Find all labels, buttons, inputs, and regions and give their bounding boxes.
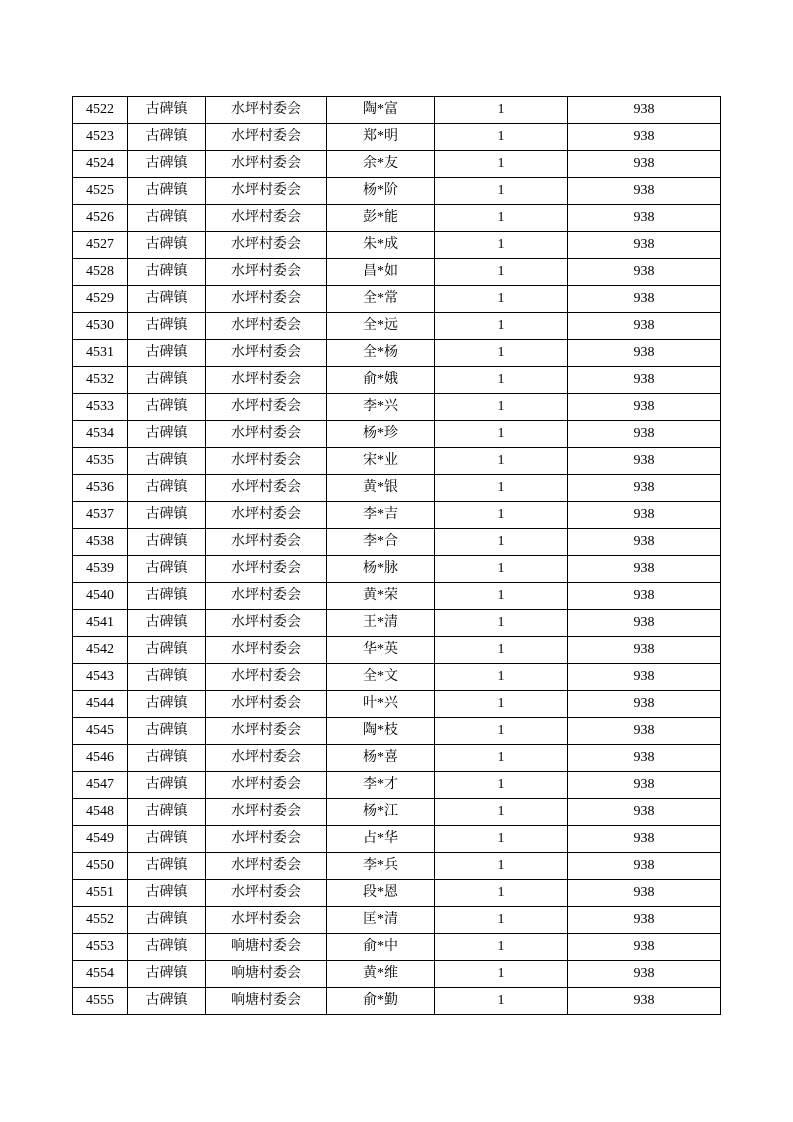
serial-number-cell: 4533 (73, 394, 128, 421)
table-row (73, 448, 721, 475)
serial-number-cell: 4540 (73, 583, 128, 610)
amount-cell: 938 (568, 718, 721, 745)
town-cell: 古碑镇 (128, 151, 206, 178)
serial-number-cell: 4547 (73, 772, 128, 799)
table-row (73, 475, 721, 502)
town-cell: 古碑镇 (128, 124, 206, 151)
name-cell: 朱*成 (327, 232, 435, 259)
village-committee-cell: 水坪村委会 (206, 259, 327, 286)
amount-cell: 938 (568, 421, 721, 448)
count-cell: 1 (435, 637, 568, 664)
table-row (73, 394, 721, 421)
serial-number-cell: 4531 (73, 340, 128, 367)
town-cell: 古碑镇 (128, 259, 206, 286)
count-cell: 1 (435, 934, 568, 961)
name-cell: 李*合 (327, 529, 435, 556)
name-cell: 占*华 (327, 826, 435, 853)
amount-cell: 938 (568, 988, 721, 1015)
town-cell: 古碑镇 (128, 907, 206, 934)
village-committee-cell: 水坪村委会 (206, 637, 327, 664)
count-cell: 1 (435, 448, 568, 475)
serial-number-cell: 4529 (73, 286, 128, 313)
count-cell: 1 (435, 475, 568, 502)
town-cell: 古碑镇 (128, 988, 206, 1015)
count-cell: 1 (435, 529, 568, 556)
count-cell: 1 (435, 583, 568, 610)
name-cell: 李*吉 (327, 502, 435, 529)
serial-number-cell: 4552 (73, 907, 128, 934)
name-cell: 杨*阶 (327, 178, 435, 205)
amount-cell: 938 (568, 502, 721, 529)
town-cell: 古碑镇 (128, 232, 206, 259)
name-cell: 杨*珍 (327, 421, 435, 448)
count-cell: 1 (435, 799, 568, 826)
town-cell: 古碑镇 (128, 745, 206, 772)
table-row (73, 718, 721, 745)
table-row (73, 232, 721, 259)
serial-number-cell: 4535 (73, 448, 128, 475)
count-cell: 1 (435, 97, 568, 124)
count-cell: 1 (435, 988, 568, 1015)
amount-cell: 938 (568, 961, 721, 988)
serial-number-cell: 4541 (73, 610, 128, 637)
village-committee-cell: 水坪村委会 (206, 313, 327, 340)
amount-cell: 938 (568, 691, 721, 718)
subsidy-list-sheet (72, 96, 721, 1015)
count-cell: 1 (435, 313, 568, 340)
table-row (73, 529, 721, 556)
count-cell: 1 (435, 232, 568, 259)
table-row (73, 205, 721, 232)
town-cell: 古碑镇 (128, 826, 206, 853)
amount-cell: 938 (568, 826, 721, 853)
town-cell: 古碑镇 (128, 286, 206, 313)
count-cell: 1 (435, 691, 568, 718)
town-cell: 古碑镇 (128, 799, 206, 826)
table-row (73, 907, 721, 934)
village-committee-cell: 水坪村委会 (206, 745, 327, 772)
amount-cell: 938 (568, 745, 721, 772)
serial-number-cell: 4551 (73, 880, 128, 907)
town-cell: 古碑镇 (128, 448, 206, 475)
village-committee-cell: 水坪村委会 (206, 475, 327, 502)
town-cell: 古碑镇 (128, 529, 206, 556)
table-row (73, 556, 721, 583)
village-committee-cell: 水坪村委会 (206, 880, 327, 907)
village-committee-cell: 水坪村委会 (206, 340, 327, 367)
village-committee-cell: 水坪村委会 (206, 205, 327, 232)
serial-number-cell: 4530 (73, 313, 128, 340)
count-cell: 1 (435, 772, 568, 799)
name-cell: 全*常 (327, 286, 435, 313)
amount-cell: 938 (568, 367, 721, 394)
count-cell: 1 (435, 340, 568, 367)
village-committee-cell: 水坪村委会 (206, 799, 327, 826)
name-cell: 黄*维 (327, 961, 435, 988)
serial-number-cell: 4532 (73, 367, 128, 394)
name-cell: 黄*银 (327, 475, 435, 502)
count-cell: 1 (435, 826, 568, 853)
amount-cell: 938 (568, 286, 721, 313)
village-committee-cell: 水坪村委会 (206, 664, 327, 691)
serial-number-cell: 4545 (73, 718, 128, 745)
amount-cell: 938 (568, 232, 721, 259)
name-cell: 段*恩 (327, 880, 435, 907)
table-row (73, 367, 721, 394)
town-cell: 古碑镇 (128, 340, 206, 367)
table-row (73, 934, 721, 961)
name-cell: 黄*荣 (327, 583, 435, 610)
town-cell: 古碑镇 (128, 556, 206, 583)
amount-cell: 938 (568, 205, 721, 232)
town-cell: 古碑镇 (128, 367, 206, 394)
table-row (73, 610, 721, 637)
serial-number-cell: 4542 (73, 637, 128, 664)
village-committee-cell: 水坪村委会 (206, 421, 327, 448)
village-committee-cell: 水坪村委会 (206, 907, 327, 934)
amount-cell: 938 (568, 772, 721, 799)
serial-number-cell: 4536 (73, 475, 128, 502)
name-cell: 李*兴 (327, 394, 435, 421)
name-cell: 杨*脉 (327, 556, 435, 583)
table-row (73, 961, 721, 988)
village-committee-cell: 水坪村委会 (206, 286, 327, 313)
table-row (73, 502, 721, 529)
serial-number-cell: 4544 (73, 691, 128, 718)
amount-cell: 938 (568, 853, 721, 880)
village-committee-cell: 响塘村委会 (206, 988, 327, 1015)
name-cell: 陶*富 (327, 97, 435, 124)
amount-cell: 938 (568, 448, 721, 475)
count-cell: 1 (435, 124, 568, 151)
count-cell: 1 (435, 556, 568, 583)
town-cell: 古碑镇 (128, 205, 206, 232)
town-cell: 古碑镇 (128, 610, 206, 637)
count-cell: 1 (435, 286, 568, 313)
amount-cell: 938 (568, 934, 721, 961)
amount-cell: 938 (568, 664, 721, 691)
serial-number-cell: 4553 (73, 934, 128, 961)
count-cell: 1 (435, 853, 568, 880)
name-cell: 全*文 (327, 664, 435, 691)
name-cell: 王*清 (327, 610, 435, 637)
amount-cell: 938 (568, 340, 721, 367)
name-cell: 李*兵 (327, 853, 435, 880)
amount-cell: 938 (568, 583, 721, 610)
village-committee-cell: 水坪村委会 (206, 610, 327, 637)
amount-cell: 938 (568, 394, 721, 421)
serial-number-cell: 4534 (73, 421, 128, 448)
table-row (73, 286, 721, 313)
count-cell: 1 (435, 961, 568, 988)
count-cell: 1 (435, 664, 568, 691)
table-row (73, 583, 721, 610)
amount-cell: 938 (568, 313, 721, 340)
name-cell: 陶*枝 (327, 718, 435, 745)
count-cell: 1 (435, 610, 568, 637)
table-row (73, 340, 721, 367)
amount-cell: 938 (568, 475, 721, 502)
table-row (73, 664, 721, 691)
serial-number-cell: 4526 (73, 205, 128, 232)
name-cell: 李*才 (327, 772, 435, 799)
town-cell: 古碑镇 (128, 664, 206, 691)
name-cell: 叶*兴 (327, 691, 435, 718)
village-committee-cell: 水坪村委会 (206, 502, 327, 529)
serial-number-cell: 4550 (73, 853, 128, 880)
amount-cell: 938 (568, 259, 721, 286)
town-cell: 古碑镇 (128, 772, 206, 799)
serial-number-cell: 4524 (73, 151, 128, 178)
town-cell: 古碑镇 (128, 934, 206, 961)
village-committee-cell: 水坪村委会 (206, 232, 327, 259)
table-row (73, 988, 721, 1015)
village-committee-cell: 水坪村委会 (206, 718, 327, 745)
village-committee-cell: 水坪村委会 (206, 367, 327, 394)
name-cell: 彭*能 (327, 205, 435, 232)
table-row (73, 799, 721, 826)
name-cell: 匡*清 (327, 907, 435, 934)
serial-number-cell: 4527 (73, 232, 128, 259)
serial-number-cell: 4538 (73, 529, 128, 556)
count-cell: 1 (435, 259, 568, 286)
count-cell: 1 (435, 880, 568, 907)
table-row (73, 421, 721, 448)
serial-number-cell: 4546 (73, 745, 128, 772)
count-cell: 1 (435, 178, 568, 205)
serial-number-cell: 4539 (73, 556, 128, 583)
table-row (73, 151, 721, 178)
name-cell: 宋*业 (327, 448, 435, 475)
amount-cell: 938 (568, 97, 721, 124)
town-cell: 古碑镇 (128, 97, 206, 124)
village-committee-cell: 响塘村委会 (206, 961, 327, 988)
serial-number-cell: 4549 (73, 826, 128, 853)
name-cell: 昌*如 (327, 259, 435, 286)
amount-cell: 938 (568, 637, 721, 664)
village-committee-cell: 水坪村委会 (206, 772, 327, 799)
count-cell: 1 (435, 745, 568, 772)
town-cell: 古碑镇 (128, 313, 206, 340)
amount-cell: 938 (568, 880, 721, 907)
name-cell: 俞*勤 (327, 988, 435, 1015)
amount-cell: 938 (568, 529, 721, 556)
town-cell: 古碑镇 (128, 502, 206, 529)
amount-cell: 938 (568, 610, 721, 637)
town-cell: 古碑镇 (128, 583, 206, 610)
count-cell: 1 (435, 502, 568, 529)
village-committee-cell: 水坪村委会 (206, 394, 327, 421)
serial-number-cell: 4548 (73, 799, 128, 826)
table-row (73, 259, 721, 286)
village-committee-cell: 水坪村委会 (206, 97, 327, 124)
serial-number-cell: 4537 (73, 502, 128, 529)
village-committee-cell: 水坪村委会 (206, 178, 327, 205)
village-committee-cell: 水坪村委会 (206, 556, 327, 583)
count-cell: 1 (435, 718, 568, 745)
table-row (73, 772, 721, 799)
village-committee-cell: 水坪村委会 (206, 448, 327, 475)
amount-cell: 938 (568, 178, 721, 205)
village-committee-cell: 水坪村委会 (206, 853, 327, 880)
count-cell: 1 (435, 205, 568, 232)
name-cell: 全*远 (327, 313, 435, 340)
count-cell: 1 (435, 394, 568, 421)
amount-cell: 938 (568, 907, 721, 934)
town-cell: 古碑镇 (128, 394, 206, 421)
count-cell: 1 (435, 421, 568, 448)
name-cell: 郑*明 (327, 124, 435, 151)
village-committee-cell: 响塘村委会 (206, 934, 327, 961)
table-row (73, 313, 721, 340)
serial-number-cell: 4528 (73, 259, 128, 286)
serial-number-cell: 4543 (73, 664, 128, 691)
town-cell: 古碑镇 (128, 718, 206, 745)
table-row (73, 880, 721, 907)
village-committee-cell: 水坪村委会 (206, 583, 327, 610)
table-row (73, 97, 721, 124)
town-cell: 古碑镇 (128, 853, 206, 880)
count-cell: 1 (435, 151, 568, 178)
table-body (73, 97, 721, 1015)
village-committee-cell: 水坪村委会 (206, 124, 327, 151)
name-cell: 全*杨 (327, 340, 435, 367)
amount-cell: 938 (568, 799, 721, 826)
serial-number-cell: 4525 (73, 178, 128, 205)
name-cell: 俞*中 (327, 934, 435, 961)
town-cell: 古碑镇 (128, 637, 206, 664)
serial-number-cell: 4555 (73, 988, 128, 1015)
town-cell: 古碑镇 (128, 880, 206, 907)
table-row (73, 691, 721, 718)
table-row (73, 637, 721, 664)
table-row (73, 853, 721, 880)
town-cell: 古碑镇 (128, 421, 206, 448)
town-cell: 古碑镇 (128, 475, 206, 502)
table-row (73, 124, 721, 151)
count-cell: 1 (435, 907, 568, 934)
town-cell: 古碑镇 (128, 691, 206, 718)
count-cell: 1 (435, 367, 568, 394)
name-cell: 杨*江 (327, 799, 435, 826)
table-row (73, 745, 721, 772)
village-committee-cell: 水坪村委会 (206, 151, 327, 178)
serial-number-cell: 4554 (73, 961, 128, 988)
table-row (73, 826, 721, 853)
serial-number-cell: 4523 (73, 124, 128, 151)
name-cell: 余*友 (327, 151, 435, 178)
village-committee-cell: 水坪村委会 (206, 529, 327, 556)
name-cell: 俞*娥 (327, 367, 435, 394)
table-row (73, 178, 721, 205)
amount-cell: 938 (568, 151, 721, 178)
amount-cell: 938 (568, 124, 721, 151)
name-cell: 华*英 (327, 637, 435, 664)
village-committee-cell: 水坪村委会 (206, 826, 327, 853)
town-cell: 古碑镇 (128, 961, 206, 988)
town-cell: 古碑镇 (128, 178, 206, 205)
amount-cell: 938 (568, 556, 721, 583)
village-committee-cell: 水坪村委会 (206, 691, 327, 718)
name-cell: 杨*喜 (327, 745, 435, 772)
serial-number-cell: 4522 (73, 97, 128, 124)
subsidy-table (72, 96, 721, 1015)
